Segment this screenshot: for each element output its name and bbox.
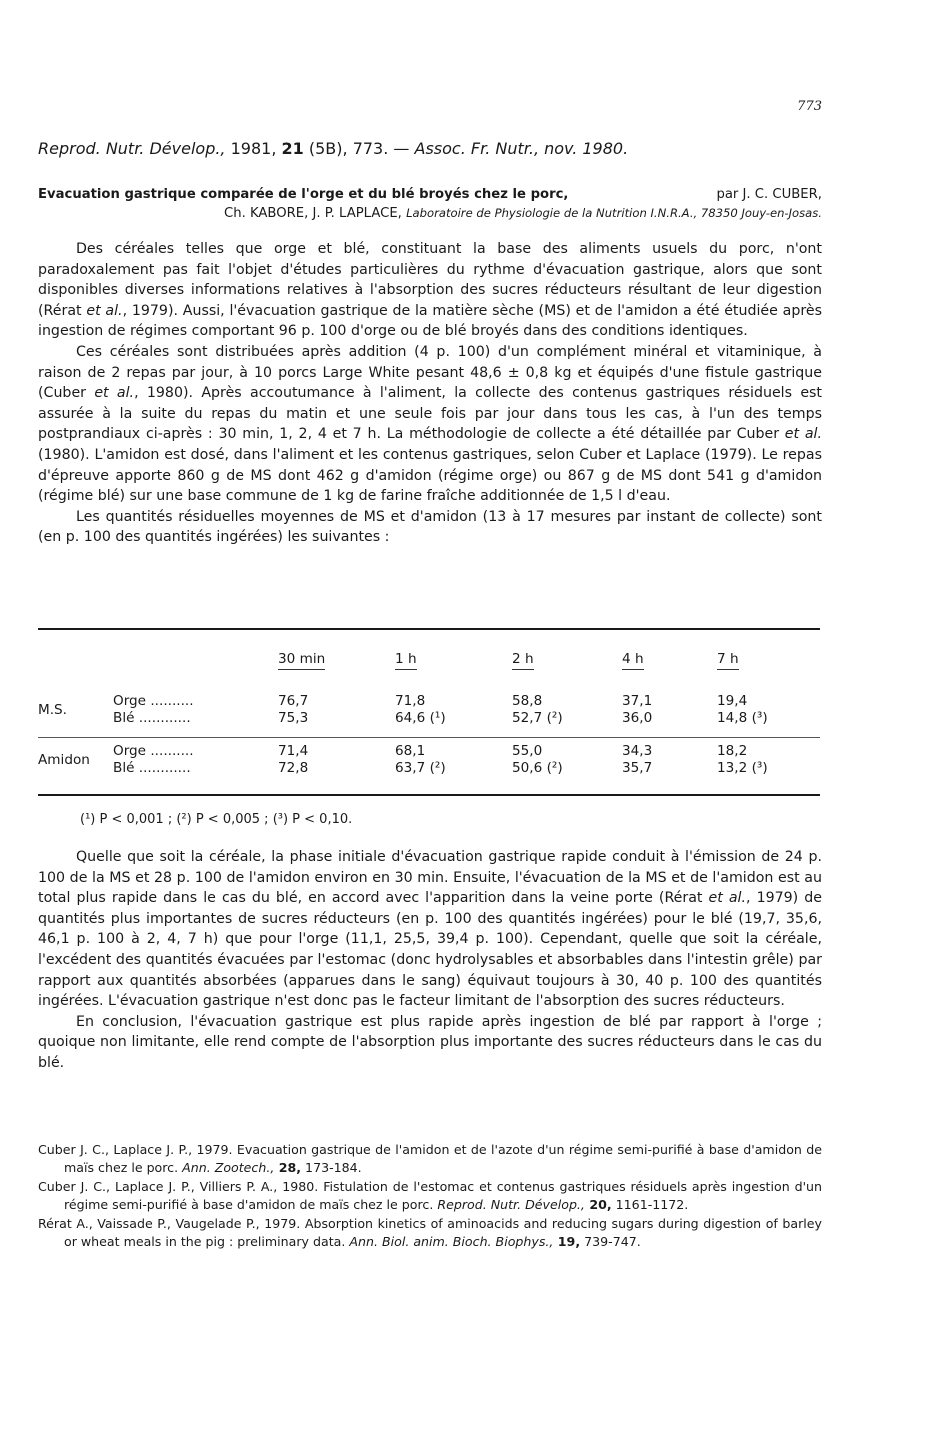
discussion-paragraph-1 [38, 847, 822, 1012]
results-table [38, 651, 820, 785]
cereal-cell [113, 735, 278, 785]
journal-association: Assoc. Fr. Nutr., nov. 1980. [414, 139, 629, 158]
ref-authors: Rérat A., Vaissade P., Vaugelade P., 1979. [38, 1216, 301, 1231]
cereal-label: Blé ............ [113, 760, 191, 776]
value: 52,7 (²) [512, 710, 563, 726]
col-label: 2 h [512, 651, 534, 670]
table-header-blank [38, 651, 113, 685]
col-header-30min [278, 651, 395, 685]
value: 19,4 [717, 693, 748, 709]
table-bottom-rule [38, 794, 820, 796]
page-number: 773 [797, 99, 822, 114]
value: 13,2 (³) [717, 760, 768, 776]
ref-volume: 20, [584, 1196, 612, 1212]
value: 71,4 [278, 743, 309, 759]
value: 34,3 [622, 743, 653, 759]
value: 14,8 (³) [717, 710, 768, 726]
value-cell [395, 685, 512, 735]
ref-title: Absorption kinetics of aminoacids and reducing sugars during digestion of barley or wheat meals in the pig : preliminary data. [64, 1216, 822, 1249]
table-header-row [38, 651, 820, 685]
ref-title: Fistulation de l'estomac et contenus gastriques résiduels après ingestion d'un régime semi-purifié à base d'amidon de maïs chez le porc. [64, 1179, 823, 1212]
text-run: , 1979) de quantités plus importantes de sucres réducteurs (en p. 100 des quantités ingérées) pour le blé (19,7, 35,6, 46,1 p. 100 à 2, 4, 7 h) que pour l'orge (11,1, 25,5, 39,4 p. 100). Cependant, quelle que soit la céréale, l'excédent des quantités évacuées par l'estomac (donc hydrolysables et absorbables dans l'intestin grêle) par rapport aux quantités absorbées (apparues dans le sang) équivaut toujours à 30, 40 p. 100 des quantités ingérées. L'évacuation gastrique n'est donc pas le facteur limitant de l'absorption des sucres réducteurs. [38, 890, 822, 1010]
value-cell [278, 685, 395, 735]
col-header-4h [622, 651, 717, 685]
value-cell [622, 735, 717, 785]
value-cell [512, 735, 622, 785]
value-cell [395, 735, 512, 785]
reference-item [38, 1215, 822, 1250]
col-header-2h [512, 651, 622, 685]
value: 72,8 [278, 760, 309, 776]
table-top-rule [38, 628, 820, 630]
value: 18,2 [717, 743, 748, 759]
text-run: (1980). L'amidon est dosé, dans l'aliment et les contenus gastriques, selon Cuber et Laplace (1979). Le repas d'épreuve apporte 860 g de MS dont 462 g d'amidon (régime orge) ou 867 g de MS dont 541 g d'amidon (régime blé) sur une base commune de 1 kg de farine fraîche additionnée de 1,5 l d'eau. [38, 446, 822, 505]
value: 71,8 [395, 693, 426, 709]
ref-title: Evacuation gastrique de l'amidon et de l'azote d'un régime semi-purifié à base d'amidon de maïs chez le porc. [64, 1142, 823, 1175]
et-al: et al. [784, 426, 822, 443]
ref-pages: 173-184. [301, 1159, 362, 1175]
value: 63,7 (²) [395, 760, 446, 776]
value-cell [717, 735, 820, 785]
text-run: Des céréales telles que orge et blé, constituant la base des aliments usuels du porc, n'ont paradoxalement pas fait l'objet d'études particulières du rythme d'évacuation gastrique, alors que sont disponibles diverses informations relatives à l'absorption des sucres réducteurs résultant de leur digestion (Rérat [38, 241, 822, 319]
value: 75,3 [278, 710, 309, 726]
ref-journal: Ann. Biol. anim. Bioch. Biophys., [349, 1233, 554, 1249]
table-group-amidon [38, 735, 820, 785]
intro-paragraph-2 [38, 342, 822, 507]
value: 76,7 [278, 693, 309, 709]
affiliation: Laboratoire de Physiologie de la Nutrition I.N.R.A., 78350 Jouy-en-Josas. [406, 206, 822, 220]
ref-authors: Cuber J. C., Laplace J. P., Villiers P. A., 1980. [38, 1179, 319, 1194]
authors-line-2: Ch. KABORE, J. P. LAPLACE, [224, 206, 402, 221]
value: 50,6 (²) [512, 760, 563, 776]
ref-authors: Cuber J. C., Laplace J. P., 1979. [38, 1142, 233, 1157]
intro-section [38, 239, 822, 548]
ref-pages: 739-747. [580, 1233, 641, 1249]
text-run: , 1979). Aussi, l'évacuation gastrique de la matière sèche (MS) et de l'amidon a été étudiée après ingestion de régimes comportant 96 p. 100 d'orge ou de blé broyés dans des conditions identiques. [38, 302, 822, 340]
authors-line-1: par J. C. CUBER, [716, 187, 822, 202]
reference-item [38, 1141, 822, 1176]
discussion-paragraph-2 [38, 1012, 822, 1074]
cereal-cell [113, 685, 278, 735]
text-run: , 1980). Après accoutumance à l'aliment, la collecte des contenus gastriques résiduels est assurée à la suite du repas du matin et une seule fois par jour dans tous les cas, à l'un des temps postprandiaux ci-après : 30 min, 1, 2, 4 et 7 h. La méthodologie de collecte a été détaillée par Cuber [38, 385, 822, 443]
group-name: M.S. [38, 702, 67, 718]
group-name: Amidon [38, 752, 90, 768]
value-cell [278, 735, 395, 785]
text-run: En conclusion, l'évacuation gastrique est plus rapide après ingestion de blé par rapport à l'orge ; quoique non limitante, elle rend compte de l'absorption plus importante des sucres réducteurs dans le cas du blé. [38, 1013, 822, 1071]
ref-journal: Reprod. Nutr. Dévelop., [437, 1196, 585, 1212]
table-group-ms [38, 685, 820, 735]
value: 68,1 [395, 743, 426, 759]
table-header-blank [113, 651, 278, 685]
value: 36,0 [622, 710, 653, 726]
et-al: et al. [94, 385, 135, 402]
cereal-label: Blé ............ [113, 710, 191, 726]
value: 64,6 (¹) [395, 710, 446, 726]
col-label: 4 h [622, 651, 644, 670]
references-list [38, 1141, 822, 1252]
ref-volume: 28, [274, 1159, 302, 1175]
cereal-label: Orge .......... [113, 743, 194, 759]
journal-citation-line [38, 139, 838, 158]
article-title: Evacuation gastrique comparée de l'orge et du blé broyés chez le porc, [38, 187, 569, 202]
discussion-section [38, 847, 822, 1074]
table-group-divider [38, 737, 820, 738]
ref-journal: Ann. Zootech., [182, 1159, 275, 1175]
journal-name: Reprod. Nutr. Dévelop., [38, 139, 226, 158]
value-cell [512, 685, 622, 735]
intro-paragraph-1 [38, 239, 822, 342]
value: 35,7 [622, 760, 653, 776]
journal-volume: 21 [281, 139, 304, 158]
value: 37,1 [622, 693, 653, 709]
ref-volume: 19, [553, 1233, 581, 1249]
text-run: Ces céréales sont distribuées après addition (4 p. 100) d'un complément minéral et vitaminique, à raison de 2 repas par jour, à 10 porcs Large White pesant 48,6 ± 0,8 kg et équipés d'une fistule gastrique (Cuber [38, 343, 822, 402]
text-run: Quelle que soit la céréale, la phase initiale d'évacuation gastrique rapide conduit à l'émission de 24 p. 100 de la MS et 28 p. 100 de l'amidon environ en 30 min. Ensuite, l'évacuation de la MS et de l'amidon est au total plus rapide dans le cas du blé, en accord avec l'apparition dans la veine porte (Rérat [38, 849, 822, 907]
value-cell [622, 685, 717, 735]
col-header-1h [395, 651, 512, 685]
intro-paragraph-3 [38, 507, 822, 548]
value-cell [717, 685, 820, 735]
table-footnote: (¹) P < 0,001 ; (²) P < 0,005 ; (³) P < 0,10. [80, 812, 353, 827]
text-run: Les quantités résiduelles moyennes de MS et d'amidon (13 à 17 mesures par instant de collecte) sont (en p. 100 des quantités ingérées) les suivantes : [38, 508, 822, 546]
journal-issue-pages: (5B), 773. — [308, 139, 410, 158]
article-title-block [38, 185, 822, 223]
et-al: et al. [86, 302, 123, 319]
et-al: et al. [708, 890, 747, 907]
col-label: 7 h [717, 651, 739, 670]
col-label: 30 min [278, 651, 325, 670]
col-header-7h [717, 651, 820, 685]
cereal-label: Orge .......... [113, 693, 194, 709]
reference-item [38, 1178, 822, 1213]
ref-pages: 1161-1172. [611, 1196, 689, 1212]
col-label: 1 h [395, 651, 417, 670]
value: 58,8 [512, 693, 543, 709]
journal-year: 1981, [230, 139, 277, 158]
value: 55,0 [512, 743, 543, 759]
